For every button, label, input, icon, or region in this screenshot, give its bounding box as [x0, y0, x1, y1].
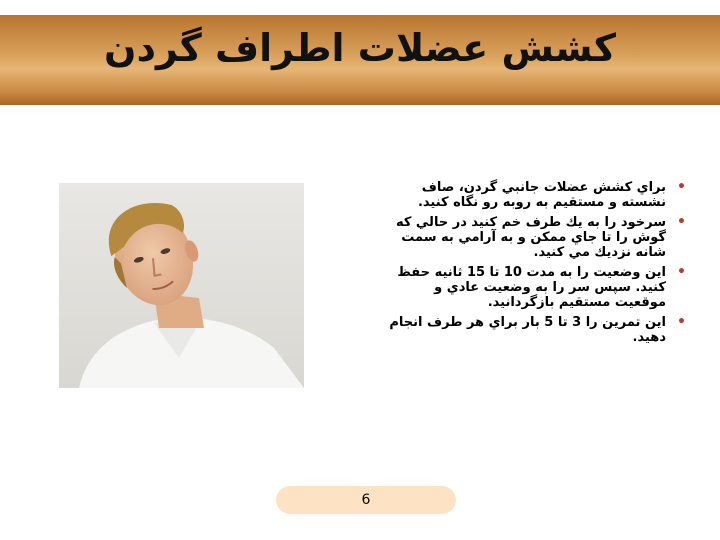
bullet-icon: • [677, 314, 686, 330]
list-item [388, 180, 688, 210]
man-stretching-neck-photo [59, 183, 304, 388]
bullet-text: اين تمرين را 3 تا 5 بار براي هر طرف انجام دهيد. [389, 315, 666, 345]
list-item [388, 315, 688, 345]
bullet-text: سرخود را به يك طرف خم كنيد در حالي كه گوش را تا جاي ممكن و به آرامي به سمت شانه نزديك مي كنيد. [395, 215, 666, 260]
bullet-icon: • [677, 214, 686, 230]
page-number-pill [276, 486, 456, 514]
bullet-text: اين وضعيت را به مدت 10 تا 15 ثانيه حفظ كنيد. سپس سر را به وضعيت عادي و موقعيت مستقيم بازگردانيد. [397, 265, 666, 310]
bullet-icon: • [677, 179, 686, 195]
list-item [388, 265, 688, 310]
slide-title: کشش عضلات اطراف گردن [104, 26, 616, 70]
bullet-list [388, 180, 688, 350]
list-item [388, 215, 688, 260]
bullet-icon: • [677, 264, 686, 280]
bullet-text: براي كشش عضلات جانبي گردن، صاف نشسته و مستقيم به روبه رو نگاه كنيد. [417, 180, 666, 210]
page-number: 6 [361, 492, 371, 508]
